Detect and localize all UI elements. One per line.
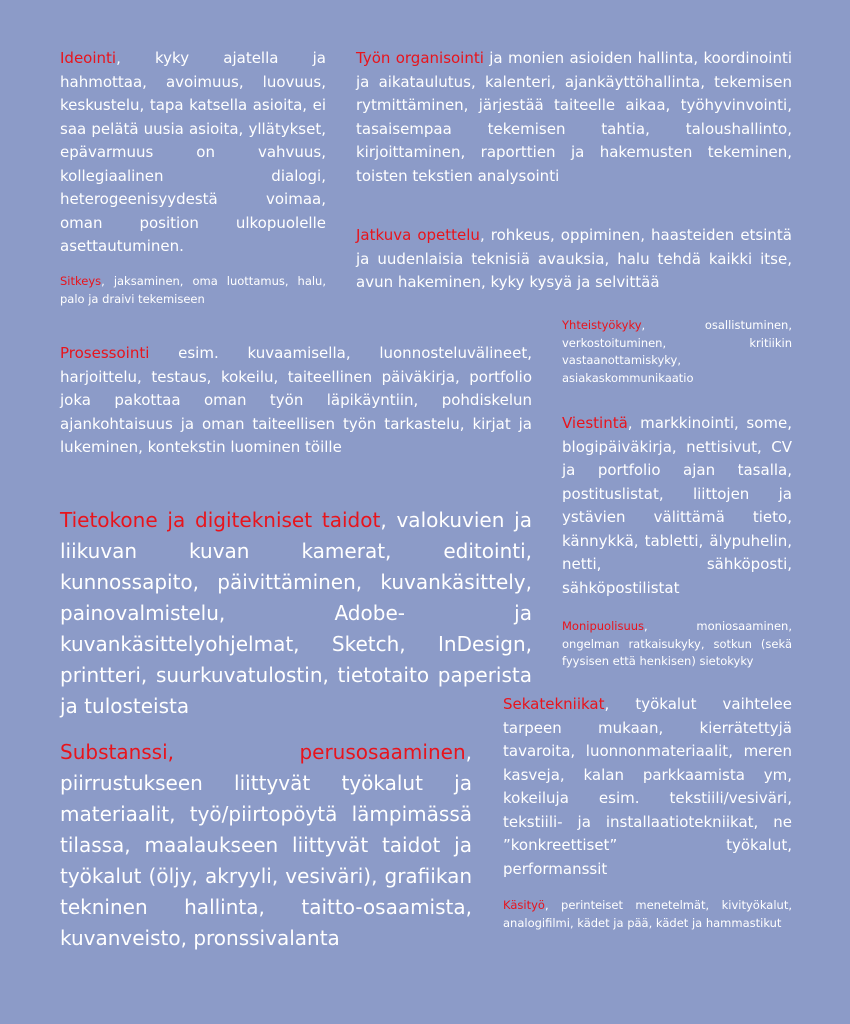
tietokone-text: , valokuvien ja liikuvan kuvan kamerat, editointi, kunnossapito, päivittäminen, kuvankäsittely, painovalmistelu, Adobe- ja kuvankäsittelyohjelmat, Sketch, InDesign, printteri, suurkuvatulostin, tietotaito paperista ja tulosteista [60,508,532,718]
monipuolisuus-text: , moniosaaminen, ongelman ratkaisukyky, sotkun (sekä fyysisen että henkisen) sietokyky [562,619,792,668]
jatkuva-opettelu-text: , rohkeus, oppiminen, haasteiden etsintä ja uudenlaisia teknisiä avauksia, halu tehdä kaikki itse, avun hakeminen, kyky kysyä ja selvittää [356,226,792,291]
viestinta-text: , markkinointi, some, blogipäiväkirja, nettisivut, CV ja portfolio ajan tasalla, postituslistat, liittojen ja ystävien välittämä tieto, kännykkä, tabletti, älypuhelin, netti, sähköposti, sähköpostilistat [562,414,792,597]
viestinta-block [562,412,792,600]
jatkuva-opettelu-block [356,224,792,295]
sitkeys-text: , jaksaminen, oma luottamus, halu, palo ja draivi tekemiseen [60,274,326,306]
kasityo-block [503,897,792,932]
sekatekniikat-block [503,693,792,881]
sitkeys-block [60,273,326,308]
ideointi-block [60,47,326,259]
yhteistyokyky-block [562,317,792,387]
monipuolisuus-block [562,618,792,671]
sekatekniikat-title: Sekatekniikat [503,695,605,713]
tyon-organisointi-block [356,47,792,188]
prosessointi-text: esim. kuvaamisella, luonnosteluvälineet, harjoittelu, testaus, kokeilu, taiteellinen päiväkirja, portfolio joka pakottaa oman työn läpikäyntiin, pohdiskelun ajankohtaisuus ja oman taiteellisen työn tarkastelu, kirjat ja lukeminen, kontekstin luominen töille [60,344,532,456]
tyon-organisointi-title: Työn organisointi [356,49,484,67]
substanssi-block [60,737,472,954]
tietokone-title: Tietokone ja digitekniset taidot [60,508,381,532]
yhteistyokyky-text: , osallistuminen, verkostoituminen, kritiikin vastaanottamiskyky, asiakaskommunikaatio [562,318,792,385]
kasityo-text: , perinteiset menetelmät, kivityökalut, analogifilmi, kädet ja pää, kädet ja hammastikut [503,898,792,930]
kasityo-title: Käsityö [503,898,545,912]
sitkeys-title: Sitkeys [60,274,102,288]
substanssi-text: , piirrustukseen liittyvät työkalut ja materiaalit, työ/piirtopöytä lämpimässä tilassa, maalaukseen liittyvät taidot ja työkalut (öljy, akryyli, vesiväri), grafiikan tekninen hallinta, taitto-osaamista, kuvanveisto, pronssivalanta [60,740,472,950]
prosessointi-title: Prosessointi [60,344,150,362]
sekatekniikat-text: , työkalut vaihtelee tarpeen mukaan, kierrätettyjä tavaroita, luonnonmateriaalit, meren kasveja, kalan parkkaamista ym, kokeiluja esim. tekstiili/vesiväri, tekstiili- ja installaatiotekniikat, ne ”konkreettiset” työkalut, performanssit [503,695,792,878]
yhteistyokyky-title: Yhteistyökyky [562,318,642,332]
monipuolisuus-title: Monipuolisuus [562,619,645,633]
tyon-organisointi-text: ja monien asioiden hallinta, koordinointi ja aikataulutus, kalenteri, ajankäyttöhallinta, tekemisen rytmittäminen, järjestää taiteelle aikaa, työhyvinvointi, tasaisempaa tekemisen tahtia, taloushallinto, kirjoittaminen, raporttien ja hakemusten tekeminen, toisten tekstien analysointi [356,49,793,185]
viestinta-title: Viestintä [562,414,628,432]
jatkuva-opettelu-title: Jatkuva opettelu [356,226,480,244]
ideointi-text: , kyky ajatella ja hahmottaa, avoimuus, luovuus, keskustelu, tapa katsella asioita, ei saa pelätä uusia asioita, yllätykset, epävarmuus on vahvuus, kollegiaalinen dialogi, heterogeenisyydestä voimaa, oman position ulkopuolelle asettautuminen. [60,49,326,255]
ideointi-title: Ideointi [60,49,117,67]
tietokone-block [60,505,532,722]
prosessointi-block [60,342,532,460]
substanssi-title: Substanssi, perusosaaminen [60,740,466,764]
